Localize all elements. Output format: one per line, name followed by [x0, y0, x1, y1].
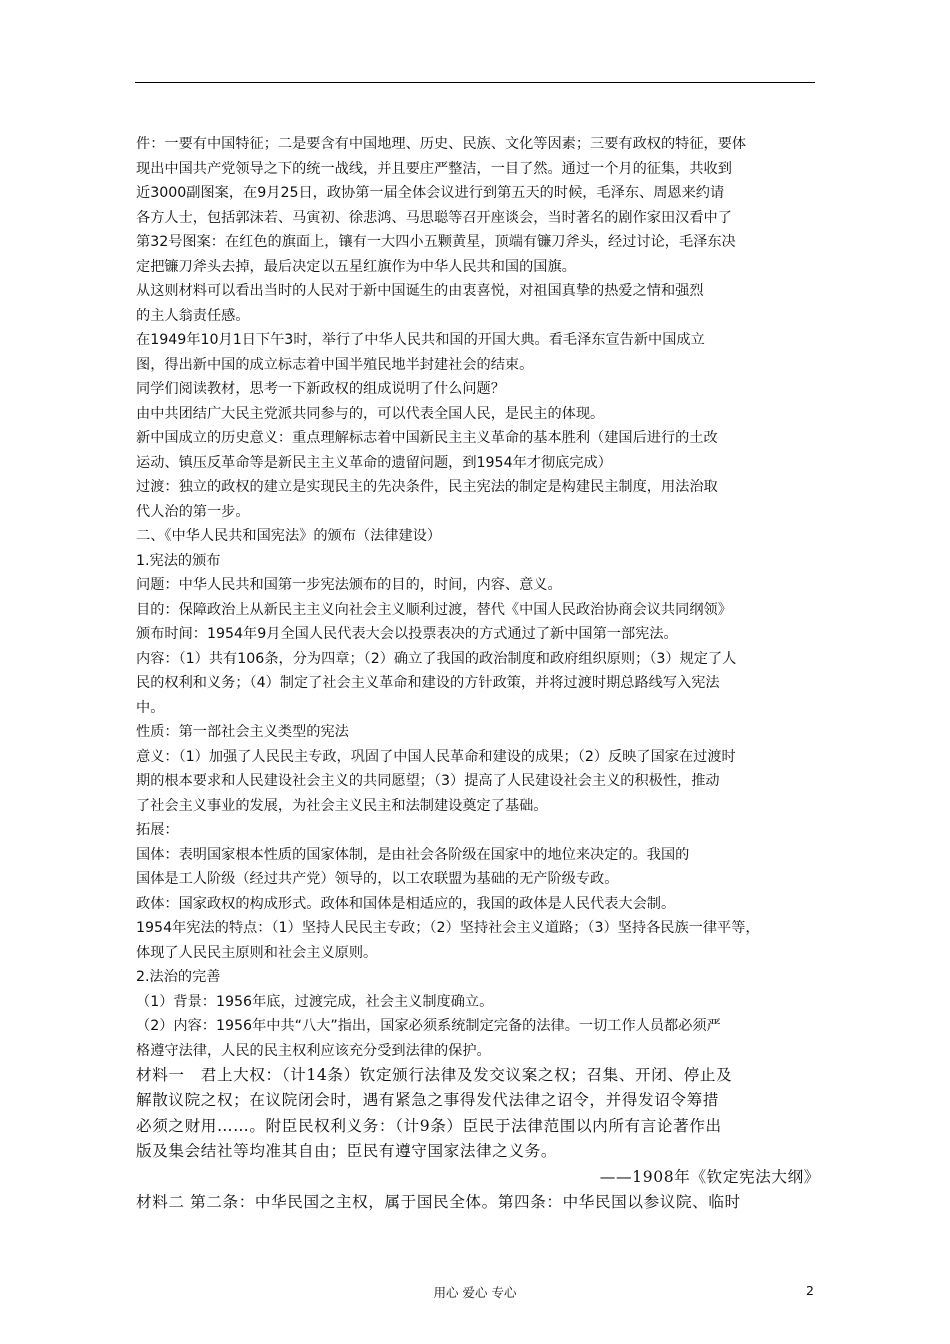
- material-line: 材料一 君上大权：（计14条）钦定颁行法律及发交议案之权；召集、开闭、停止及: [136, 1066, 733, 1084]
- text-line: 体现了人民民主原则和社会主义原则。: [136, 944, 378, 961]
- footer-motto: 用心 爱心 专心: [433, 1285, 517, 1300]
- text-line: 由中共团结广大民主党派共同参与的，可以代表全国人民，是民主的体现。: [136, 405, 605, 422]
- header-rule: [135, 82, 815, 83]
- subsection-heading: 2.法治的完善: [136, 969, 221, 985]
- text-line: 拓展：: [136, 822, 179, 838]
- text-line: 国体：表明国家根本性质的国家体制，是由社会各阶级在国家中的地位来决定的。我国的: [136, 846, 690, 863]
- text-line: 颁布时间：1954年9月全国人民代表大会以投票表决的方式通过了新中国第一部宪法。: [136, 626, 678, 642]
- text-line: 现出中国共产党领导之下的统一战线，并且要庄严整洁，一目了然。通过一个月的征集，共收到: [136, 160, 732, 177]
- text-line: 件：一要有中国特征；二是要含有中国地理、历史、民族、文化等因素；三要有政权的特征，要体: [136, 136, 747, 152]
- text-line: 格遵守法律，人民的民主权利应该充分受到法律的保护。: [136, 1042, 491, 1059]
- text-line: 定把镰刀斧头去掉，最后决定以五星红旗作为中华人民共和国的国旗。: [136, 258, 576, 275]
- text-line: 过渡：独立的政权的建立是实现民主的先决条件，民主宪法的制定是构建民主制度，用法治取: [136, 479, 718, 495]
- material-line: 解散议院之权；在议院闭会时，遇有紧急之事得发代法律之诏令，并得发诏令筹措: [136, 1091, 719, 1110]
- text-line: 政体：国家政权的构成形式。政体和国体是相适应的，我国的政体是人民代表大会制。: [136, 895, 676, 912]
- text-line: 第32号图案：在红色的旗面上，镶有一大四小五颗黄星，顶端有镰刀斧头，经过讨论，毛泽东决: [136, 234, 736, 250]
- text-line: 近3000副图案，在9月25日，政协第一届全体会议进行到第五天的时候，毛泽东、周恩来约请: [136, 185, 725, 201]
- text-line: 同学们阅读教材，思考一下新政权的组成说明了什么问题？: [136, 381, 505, 397]
- text-line: （2）内容：1956年中共“八大”指出，国家必须系统制定完备的法律。一切工作人员都必须严: [136, 1018, 721, 1034]
- section-heading: 二、《中华人民共和国宪法》的颁布（法律建设）: [136, 528, 442, 544]
- text-line: 从这则材料可以看出当时的人民对于新中国诞生的由衷喜悦，对祖国真挚的热爱之情和强烈: [136, 283, 704, 299]
- text-line: （1）背景：1956年底，过渡完成，社会主义制度确立。: [136, 993, 494, 1010]
- text-line: 的主人翁责任感。: [136, 307, 250, 324]
- text-line: 国体是工人阶级（经过共产党）领导的，以工农联盟为基础的无产阶级专政。: [136, 871, 619, 887]
- text-line: 新中国成立的历史意义：重点理解标志着中国新民主主义革命的基本胜利（建国后进行的土改: [136, 430, 718, 446]
- text-line: 1954年宪法的特点：（1）坚持人民民主专政；（2）坚持社会主义道路；（3）坚持各民族一律平等，: [136, 920, 760, 936]
- text-line: 代人治的第一步。: [136, 503, 250, 520]
- text-line: 图，得出新中国的成立标志着中国半殖民地半封建社会的结束。: [136, 356, 534, 373]
- text-line: 目的：保障政治上从新民主主义向社会主义顺利过渡，替代《中国人民政治协商会议共同纲领》: [136, 601, 732, 618]
- page-number: 2: [806, 1283, 814, 1298]
- text-line: 内容：（1）共有106条，分为四章；（2）确立了我国的政治制度和政府组织原则；（3）规定了人: [136, 650, 737, 667]
- text-line: 在1949年10月1日下午3时，举行了中华人民共和国的开国大典。看毛泽东宣告新中国成立: [136, 332, 705, 348]
- text-line: 意义：（1）加强了人民民主专政，巩固了中国人民革命和建设的成果；（2）反映了国家在过渡时: [136, 748, 736, 765]
- document-body: [136, 132, 826, 1215]
- text-line: 各方人士，包括郭沫若、马寅初、徐悲鸿、马思聪等召开座谈会，当时著名的剧作家田汉看中了: [136, 209, 732, 226]
- text-line: 中。: [136, 699, 165, 716]
- text-line: 了社会主义事业的发展，为社会主义民主和法制建设奠定了基础。: [136, 797, 548, 814]
- material-line: 材料二 第二条：中华民国之主权，属于国民全体。第四条：中华民国以参议院、临时: [136, 1192, 741, 1211]
- text-line: 性质：第一部社会主义类型的宪法: [136, 724, 349, 740]
- text-line: 期的根本要求和人民建设社会主义的共同愿望；（3）提高了人民建设社会主义的积极性，推动: [136, 773, 720, 789]
- text-line: 运动、镇压反革命等是新民主主义革命的遗留问题，到1954年才彻底完成）: [136, 454, 612, 471]
- material-line: 版及集会结社等均准其自由；臣民有遵守国家法律之义务。: [136, 1142, 558, 1161]
- text-line: 民的权利和义务；（4）制定了社会主义革命和建设的方针政策，并将过渡时期总路线写入宪法: [136, 675, 720, 691]
- material-line: 必须之财用……。附臣民权利义务：（计9条）臣民于法律范围以内所有言论著作出: [136, 1116, 722, 1135]
- text-line: 问题：中华人民共和国第一步宪法颁布的目的，时间，内容、意义。: [136, 577, 562, 593]
- material-source: ——1908年《钦定宪法大纲》: [599, 1167, 820, 1186]
- subsection-heading: 1.宪法的颁布: [136, 552, 221, 569]
